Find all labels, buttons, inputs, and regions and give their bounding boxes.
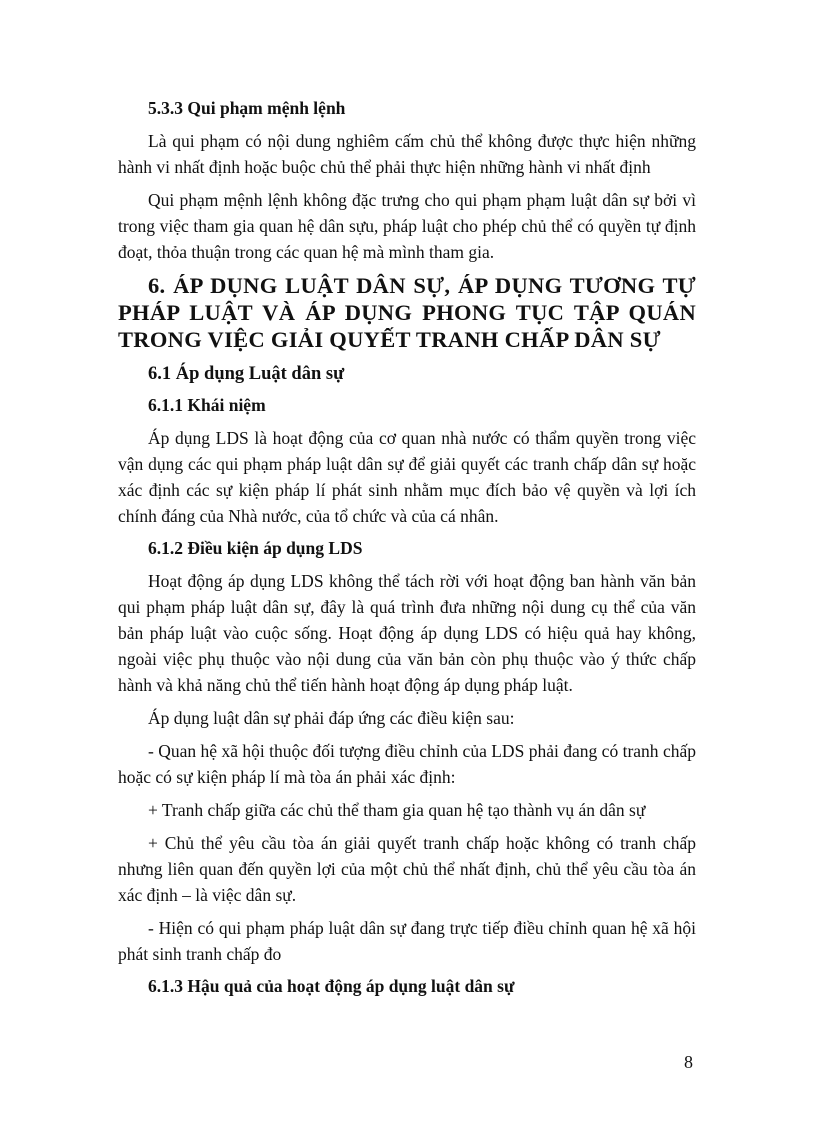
paragraph: - Hiện có qui phạm pháp luật dân sự đang trực tiếp điều chỉnh quan hệ xã hội phát sinh tranh chấp đo [118,918,696,964]
paragraph: Áp dụng LDS là hoạt động của cơ quan nhà nước có thẩm quyền trong việc vận dụng các qui phạm pháp luật dân sự để giải quyết các tranh chấp dân sự hoặc xác định các sự kiện pháp lí phát sinh nhằm mục đích bảo vệ quyền và lợi ích chính đáng của Nhà nước, của tổ chức và của cá nhân. [118,428,696,526]
paragraph: Là qui phạm có nội dung nghiêm cấm chủ thể không được thực hiện những hành vi nhất định hoặc buộc chủ thể phải thực hiện những hành vi nhất định [118,131,696,177]
document-page [118,96,696,1006]
section-heading-6: 6. ÁP DỤNG LUẬT DÂN SỰ, ÁP DỤNG TƯƠNG TỰ PHÁP LUẬT VÀ ÁP DỤNG PHONG TỤC TẬP QUÁN TRONG VIỆC GIẢI QUYẾT TRANH CHẤP DÂN SỰ [118,273,696,352]
section-heading-6-1: 6.1 Áp dụng Luật dân sự [148,364,345,384]
paragraph: Áp dụng luật dân sự phải đáp ứng các điều kiện sau: [148,708,515,728]
paragraph: + Chủ thể yêu cầu tòa án giải quyết tranh chấp hoặc không có tranh chấp nhưng liên quan đến quyền lợi của một chủ thể nhất định, chủ thể yêu cầu tòa án xác định – là việc dân sự. [118,833,696,905]
page-number: 8 [684,1052,693,1072]
section-heading-6-1-1: 6.1.1 Khái niệm [148,395,266,415]
section-heading-6-1-3: 6.1.3 Hậu quả của hoạt động áp dụng luật dân sự [148,976,515,996]
paragraph: + Tranh chấp giữa các chủ thể tham gia quan hệ tạo thành vụ án dân sự [148,800,646,820]
section-heading-6-1-2: 6.1.2 Điều kiện áp dụng LDS [148,538,363,558]
paragraph: Qui phạm mệnh lệnh không đặc trưng cho qui phạm phạm luật dân sự bởi vì trong việc tham gia quan hệ dân sựu, pháp luật cho phép chủ thể có quyền tự định đoạt, thỏa thuận trong các quan hệ mà mình tham gia. [118,190,696,262]
section-heading-5-3-3: 5.3.3 Qui phạm mệnh lệnh [148,98,346,118]
paragraph: - Quan hệ xã hội thuộc đối tượng điều chỉnh của LDS phải đang có tranh chấp hoặc có sự kiện pháp lí mà tòa án phải xác định: [118,741,696,787]
paragraph: Hoạt động áp dụng LDS không thể tách rời với hoạt động ban hành văn bản qui phạm pháp luật dân sự, đây là quá trình đưa những nội dung cụ thể của văn bản pháp luật vào cuộc sống. Hoạt động áp dụng LDS có hiệu quả hay không, ngoài việc phụ thuộc vào nội dung của văn bản còn phụ thuộc vào ý thức chấp hành và khả năng chủ thể tiến hành hoạt động áp dụng pháp luật. [118,571,696,695]
